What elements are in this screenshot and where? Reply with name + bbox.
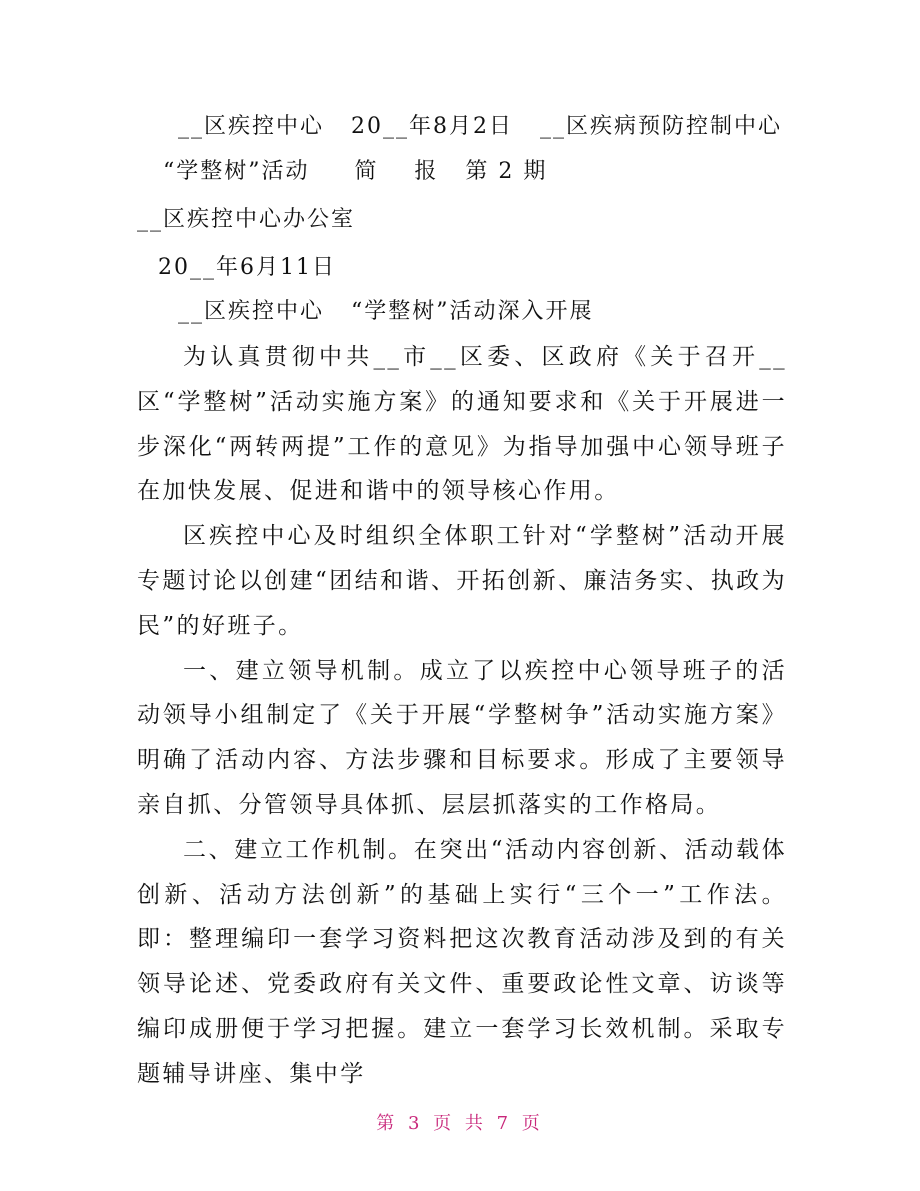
paragraph-1: 为认真贯彻中共__市__区委、区政府《关于召开__区“学整树”活动实施方案》的通知要求和《关于开展进一步深化“两转两提”工作的意见》为指导加强中心领导班子在加快发展、促进和谐中的领导核心作用。 bbox=[137, 344, 787, 505]
paragraph-3: 一、建立领导机制。成立了以疾控中心领导班子的活动领导小组制定了《关于开展“学整树争”活动实施方案》明确了活动内容、方法步骤和目标要求。形成了主要领导亲自抓、分管领导具体抓、层层抓落实的工作格局。 bbox=[137, 657, 787, 818]
header-date: 20__年6月11日 bbox=[158, 255, 336, 280]
header-line-2: “学整树”活动 简 报 第 2 期 bbox=[163, 159, 548, 184]
header-issuer: __区疾控中心办公室 bbox=[137, 207, 356, 232]
article-title: __区疾控中心 “学整树”活动深入开展 bbox=[178, 299, 594, 324]
page-number: 第 3 页 共 7 页 bbox=[376, 1113, 544, 1134]
paragraph-4: 二、建立工作机制。在突出“活动内容创新、活动载体创新、活动方法创新”的基础上实行“三个一”工作法。即：整理编印一套学习资料把这次教育活动涉及到的有关领导论述、党委政府有关文件、重要政论性文章、访谈等编印成册便于学习把握。建立一套学习长效机制。采取专题辅导讲座、集中学 bbox=[137, 836, 787, 1087]
paragraph-2: 区疾控中心及时组织全体职工针对“学整树”活动开展专题讨论以创建“团结和谐、开拓创新、廉洁务实、执政为民”的好班子。 bbox=[137, 523, 787, 639]
header-line-1: __区疾控中心 20__年8月2日 __区疾病预防控制中心 bbox=[178, 114, 782, 139]
article-body bbox=[137, 335, 787, 1097]
